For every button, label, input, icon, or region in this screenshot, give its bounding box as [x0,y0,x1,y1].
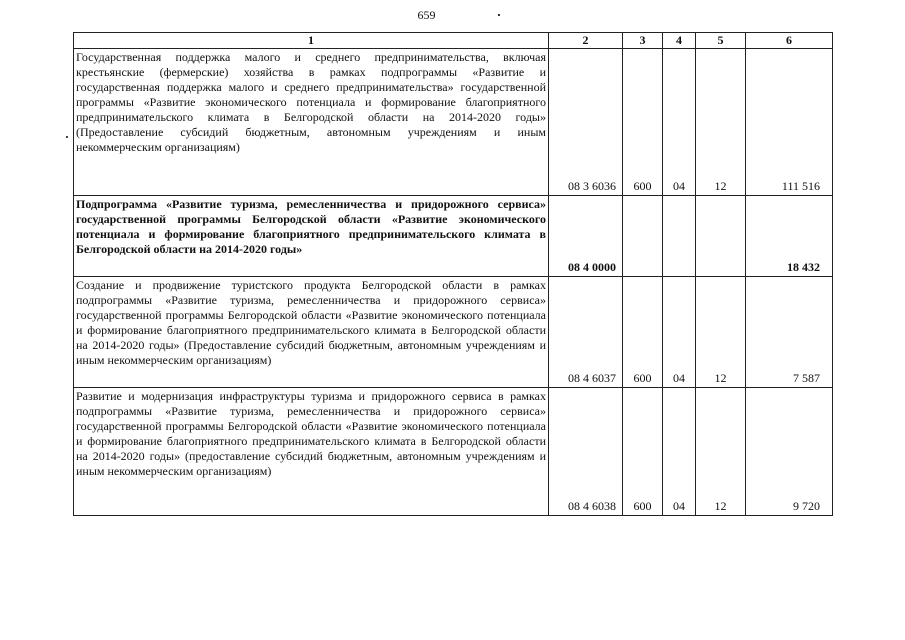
table-row [74,49,833,196]
row-section-code [663,196,696,277]
budget-table [73,32,833,516]
row-description: Государственная поддержка малого и среднего предпринимательства, включая крестьянские (фермерские) хозяйства в рамках подпрограммы «Развитие и государственная поддержка малого и среднего предпринимательства» государственной программы «Развитие экономического потенциала и формирование благоприятного предпринимательского климата в Белгородской области на 2014-2020 годы» (Предоставление субсидий бюджетным, автономным учреждениям и иным некоммерческим организациям) [74,49,549,196]
column-header: 4 [663,33,696,49]
row-amount: 18 432 [746,196,833,277]
row-subsection-code: 12 [696,49,746,196]
column-header: 3 [623,33,663,49]
row-type-code: 600 [623,388,663,516]
row-subsection-code: 12 [696,388,746,516]
column-header: 6 [746,33,833,49]
row-code: 08 4 6038 [549,388,623,516]
row-description: Подпрограмма «Развитие туризма, ремесленничества и придорожного сервиса» государственной программы Белгородской области «Развитие экономического потенциала и формирование благоприятного предпринимательского климата в Белгородской области на 2014-2020 годы» [74,196,549,277]
table-header-row [74,33,833,49]
row-amount: 7 587 [746,277,833,388]
row-type-code: 600 [623,49,663,196]
row-type-code [623,196,663,277]
row-description: Развитие и модернизация инфраструктуры туризма и придорожного сервиса в рамках подпрограммы «Развитие туризма, ремесленничества и придорожного сервиса» государственной программы Белгородской области «Развитие экономического потенциала и формирование благоприятного предпринимательского климата в Белгородской области на 2014-2020 годы» (предоставление субсидий бюджетным, автономным учреждениям и иным некоммерческим организациям) [74,388,549,516]
row-description: Создание и продвижение туристского продукта Белгородской области в рамках подпрограммы «Развитие туризма, ремесленничества и придорожного сервиса» государственной программы Белгородской области «Развитие экономического потенциала и формирование благоприятного предпринимательского климата в Белгородской области на 2014-2020 годы» (Предоставление субсидий бюджетным, автономным учреждениям и иным некоммерческим организациям) [74,277,549,388]
column-header: 5 [696,33,746,49]
column-header: 2 [549,33,623,49]
column-header: 1 [74,33,549,49]
table-row [74,196,833,277]
row-section-code: 04 [663,49,696,196]
row-subsection-code [696,196,746,277]
table-row [74,388,833,516]
row-code: 08 3 6036 [549,49,623,196]
row-amount: 111 516 [746,49,833,196]
row-code: 08 4 6037 [549,277,623,388]
row-amount: 9 720 [746,388,833,516]
row-section-code: 04 [663,277,696,388]
scan-dot [66,136,68,138]
row-code: 08 4 0000 [549,196,623,277]
row-subsection-code: 12 [696,277,746,388]
row-type-code: 600 [623,277,663,388]
scan-mark [498,14,500,16]
row-section-code: 04 [663,388,696,516]
page-number: 659 [417,8,436,22]
table-row [74,277,833,388]
